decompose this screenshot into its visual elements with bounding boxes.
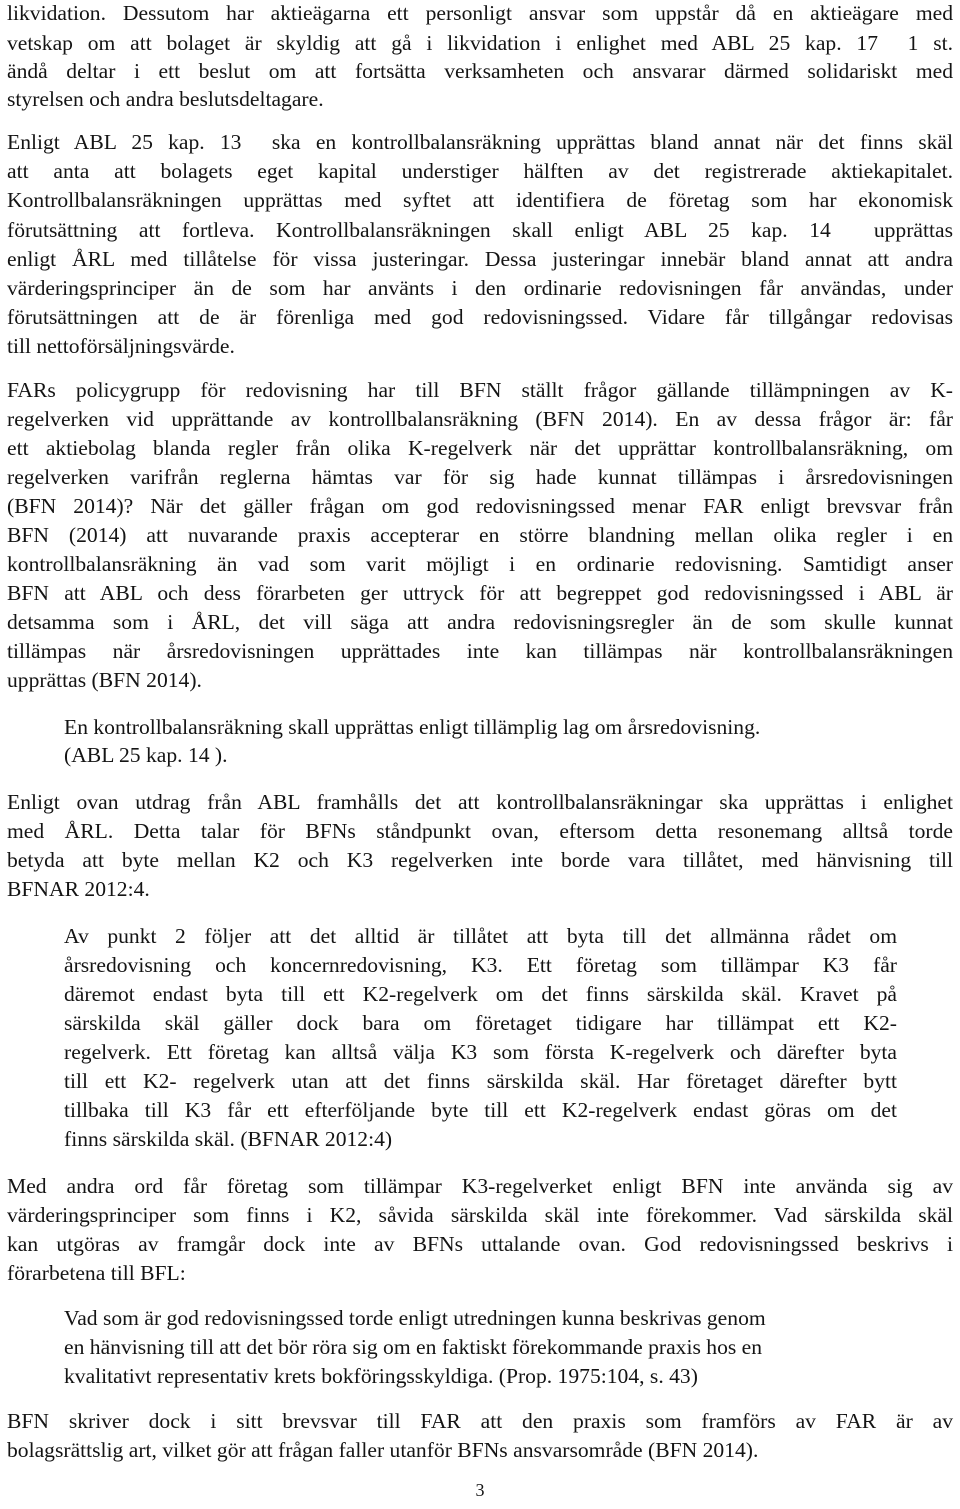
paragraph-line: Enligt ABL 25 kap. 13 ska en kontrollbalansräkning upprättas bland annat när det finns skäl bbox=[7, 130, 953, 154]
paragraph-line: (BFN 2014)? När det gäller frågan om god redovisningssed menar FAR enligt brevsvar från bbox=[7, 494, 953, 518]
quote-line: årsredovisning och koncernredovisning, K3. Ett företag som tillämpar K3 får bbox=[64, 953, 897, 977]
paragraph-line: kan utgöras av framgår dock inte av BFNs uttalande ovan. God redovisningssed beskrivs i bbox=[7, 1232, 953, 1256]
paragraph-line: BFN (2014) att nuvarande praxis accepterar en större blandning mellan olika regler i en bbox=[7, 523, 953, 547]
paragraph-line: till nettoförsäljningsvärde. bbox=[7, 334, 235, 358]
paragraph-line: ändå deltar i ett beslut om att fortsätta verksamheten och ansvarar därmed solidariskt med bbox=[7, 59, 953, 83]
quote-line: En kontrollbalansräkning skall upprättas enligt tillämplig lag om årsredovisning. bbox=[64, 715, 761, 739]
paragraph-line: tillämpas när årsredovisningen upprättades inte kan tillämpas när kontrollbalansräkningen bbox=[7, 639, 953, 663]
quote-line: särskilda skäl gäller dock bara om företaget tidigare har tillämpat ett K2- bbox=[64, 1011, 897, 1035]
paragraph-line: Enligt ovan utdrag från ABL framhålls det att kontrollbalansräkningar ska upprättas i enlighet bbox=[7, 790, 953, 814]
paragraph-line: ett aktiebolag blanda regler från olika K-regelverk när det upprättar kontrollbalansräkning, om bbox=[7, 436, 953, 460]
paragraph-line: förutsättning att fortleva. Kontrollbalansräkningen skall enligt ABL 25 kap. 14 upprättas bbox=[7, 218, 953, 242]
paragraph-line: förutsättningen att de är förenliga med god redovisningssed. Vidare får tillgångar redovisas bbox=[7, 305, 953, 329]
paragraph-line: Kontrollbalansräkningen upprättas med syftet att identifiera de företag som har ekonomisk bbox=[7, 188, 953, 212]
quote-line: kvalitativt representativ krets bokföringsskyldiga. (Prop. 1975:104, s. 43) bbox=[64, 1364, 698, 1388]
paragraph-line: kontrollbalansräkning än vad som varit möjligt i en ordinarie redovisning. Samtidigt anser bbox=[7, 552, 953, 576]
paragraph-line: Med andra ord får företag som tillämpar K3-regelverket enligt BFN inte använda sig av bbox=[7, 1174, 953, 1198]
paragraph-line: med ÅRL. Detta talar för BFNs ståndpunkt ovan, eftersom detta resonemang alltså torde bbox=[7, 819, 953, 843]
paragraph-line: detsamma som i ÅRL, det vill säga att andra redovisningsregler än de som skulle kunnat bbox=[7, 610, 953, 634]
paragraph-line: enligt ÅRL med tillåtelse för vissa justeringar. Dessa justeringar innebär bland annat att andra bbox=[7, 247, 953, 271]
quote-line: Vad som är god redovisningssed torde enligt utredningen kunna beskrivas genom bbox=[64, 1306, 766, 1330]
page-number: 3 bbox=[475, 1480, 485, 1500]
quote-line: Av punkt 2 följer att det alltid är tillåtet att byta till det allmänna rådet om bbox=[64, 924, 897, 948]
paragraph-line: vetskap om att bolaget är skyldig att gå i likvidation i enlighet med ABL 25 kap. 17 1 st. bbox=[7, 31, 953, 55]
paragraph-line: styrelsen och andra beslutsdeltagare. bbox=[7, 87, 324, 111]
paragraph-line: förarbetena till BFL: bbox=[7, 1261, 186, 1285]
quote-line: en hänvisning till att det bör röra sig om en faktiskt förekommande praxis hos en bbox=[64, 1335, 763, 1359]
quote-line: finns särskilda skäl. (BFNAR 2012:4) bbox=[64, 1127, 393, 1151]
paragraph-line: betyda att byte mellan K2 och K3 regelverken inte borde vara tillåtet, med hänvisning till bbox=[7, 848, 953, 872]
paragraph-line: att anta att bolagets eget kapital understiger hälften av det registrerade aktiekapitalet. bbox=[7, 159, 953, 183]
quote-line: regelverk. Ett företag kan alltså välja K3 som första K-regelverk och därefter byta bbox=[64, 1040, 897, 1064]
paragraph-line: FARs policygrupp för redovisning har till BFN ställt frågor gällande tillämpningen av K- bbox=[7, 378, 953, 402]
paragraph-line: likvidation. Dessutom har aktieägarna ett personligt ansvar som uppstår då en aktieägare med bbox=[7, 1, 953, 25]
paragraph-line: BFN skriver dock i sitt brevsvar till FAR att den praxis som framförs av FAR är av bbox=[7, 1409, 953, 1433]
quote-line: (ABL 25 kap. 14 ). bbox=[64, 743, 228, 767]
paragraph-line: BFNAR 2012:4. bbox=[7, 877, 150, 901]
paragraph-line: bolagsrättslig art, vilket gör att frågan faller utanför BFNs ansvarsområde (BFN 2014). bbox=[7, 1438, 759, 1462]
paragraph-line: värderingsprinciper som finns i K2, såvida särskilda skäl inte förekommer. Vad särskilda skäl bbox=[7, 1203, 953, 1227]
paragraph-line: BFN att ABL och dess förarbeten ger uttryck för att begreppet god redovisningssed i ABL är bbox=[7, 581, 953, 605]
paragraph-line: värderingsprinciper än de som har använts i den ordinarie redovisningen får användas, under bbox=[7, 276, 953, 300]
quote-line: tillbaka till K3 får ett efterföljande byte till ett K2-regelverk endast göras om det bbox=[64, 1098, 897, 1122]
quote-line: däremot endast byta till ett K2-regelverk om det finns särskilda skäl. Kravet på bbox=[64, 982, 897, 1006]
paragraph-line: upprättas (BFN 2014). bbox=[7, 668, 202, 692]
quote-line: till ett K2- regelverk utan att det finns särskilda skäl. Har företaget därefter bytt bbox=[64, 1069, 897, 1093]
paragraph-line: regelverken varifrån reglerna hämtas var för sig hade kunnat tillämpas i årsredovisningen bbox=[7, 465, 953, 489]
paragraph-line: regelverken vid upprättande av kontrollbalansräkning (BFN 2014). En av dessa frågor är: får bbox=[7, 407, 953, 431]
